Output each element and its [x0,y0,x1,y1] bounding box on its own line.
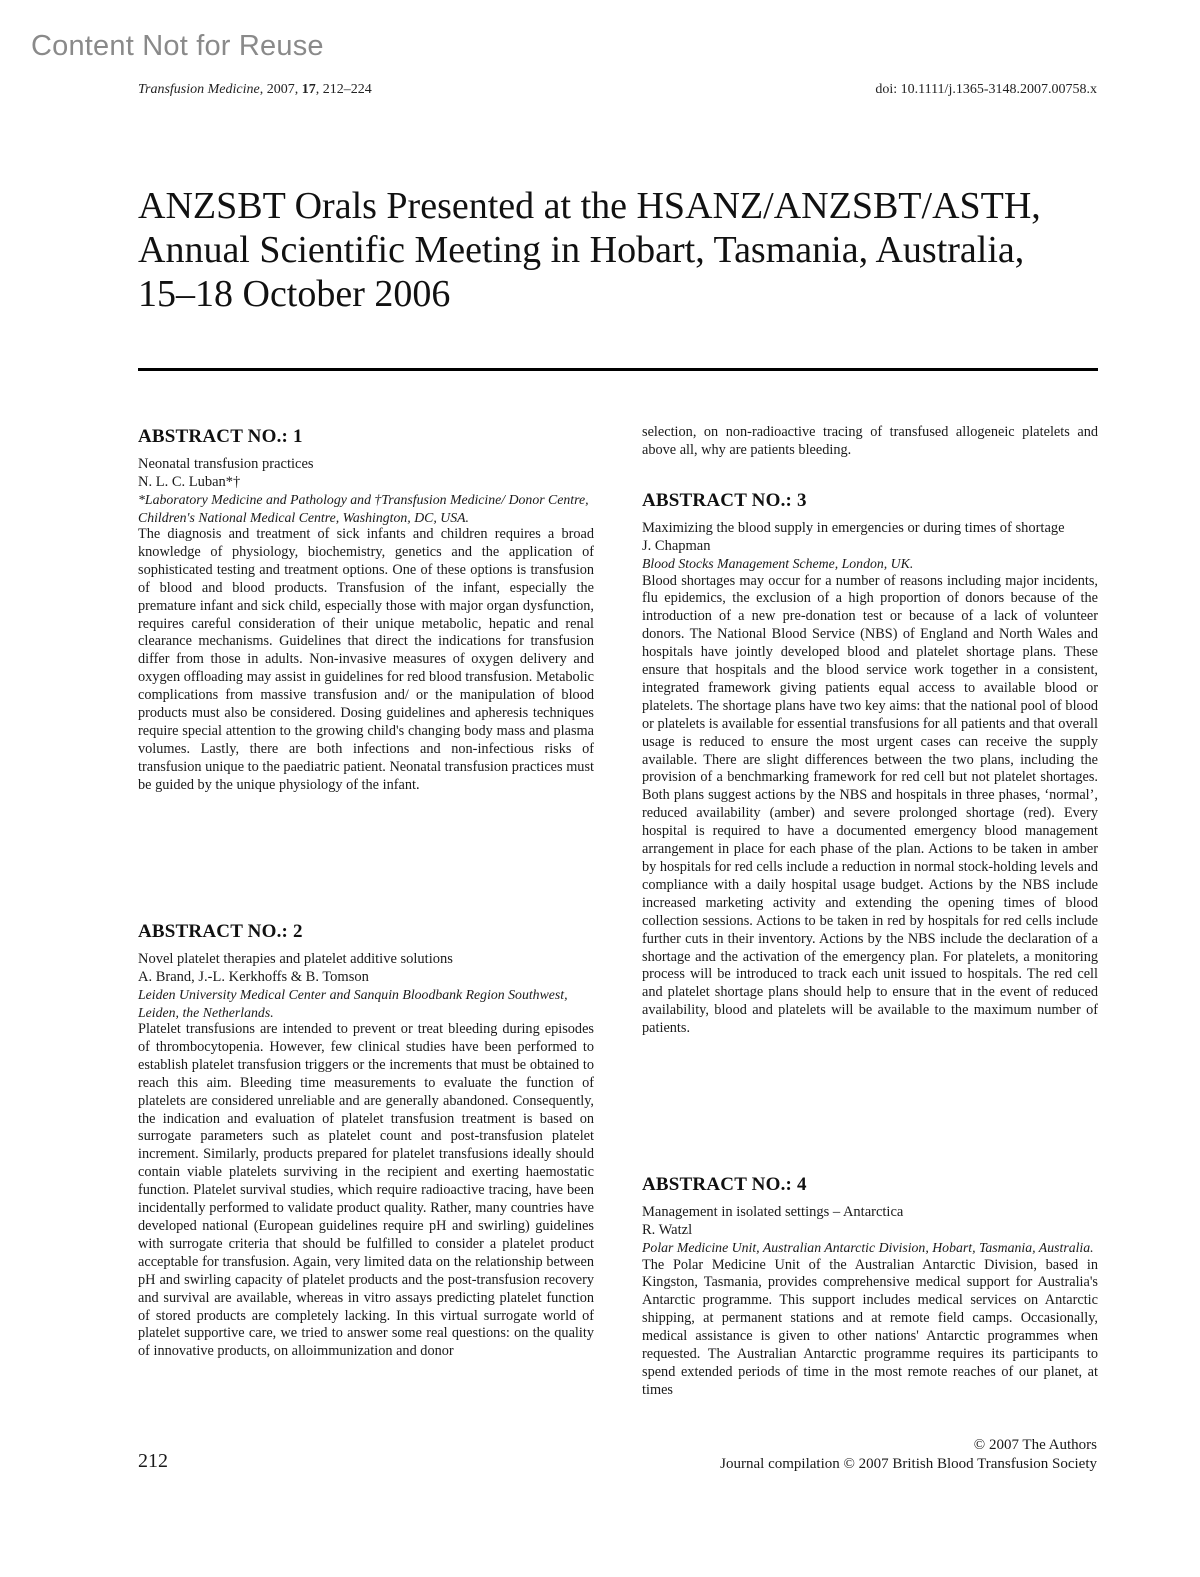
abstract-title: Management in isolated settings – Antarctica [642,1204,904,1220]
abstract-heading: ABSTRACT NO.: 1 [138,426,303,447]
title-line-1: ANZSBT Orals Presented at the HSANZ/ANZSBT/ASTH, [138,185,1041,227]
abstract-authors: A. Brand, J.-L. Kerkhoffs & B. Tomson [138,968,369,985]
right-column [642,424,1098,1424]
watermark-text: Content Not for Reuse [31,30,324,62]
abstract-title: Novel platelet therapies and platelet additive solutions [138,951,453,967]
abstract-authors: N. L. C. Luban*† [138,473,241,490]
journal-volume: 17 [301,82,316,97]
abstract-heading: ABSTRACT NO.: 4 [642,1174,807,1195]
copyright-compilation: Journal compilation © 2007 British Blood Transfusion Society [720,1456,1097,1472]
abstract-body: Blood shortages may occur for a number of reasons including major incidents, flu epidemics, the exclusion of a high proportion of donors because of the introduction of a new pre-donation test or because of a lack of volunteer donors. The National Blood Service (NBS) of England and North Wales and hospitals have jointly developed blood and platelet shortage plans. These ensure that hospitals and the blood service work together in a consistent, integrated framework giving patients equal access to available blood or platelets. The shortage plans have two key aims: that the national pool of blood or platelets is available for essential transfusions for all patients and that overall usage is reduced to ensure the most urgent cases can receive the supply available. There are slight differences between the two plans, including the provision of a benchmarking framework for red cell but not platelet shortages. Both plans suggest actions by the NBS and hospitals in three phases, ‘normal’, reduced availability (amber) and severe prolonged shortage (red). Every hospital is required to have a documented emergency blood management arrangement in place for each phase of the plan. Actions to be taken in amber by hospitals for red cells include a reduction in normal stock-holding levels and compliance with a daily hospital usage budget. Actions by the NBS include increased marketing activity and extending the opening times of blood collection sessions. Actions to be taken in red by hospitals for red cells include further cuts in their inventory. Actions by the NBS include the declaration of a shortage and the activation of the emergency plan. For platelets, a monitoring process will be introduced to track each unit issued to hospitals. The red cell and platelet shortage plans should help to ensure that in the event of reduced availability, blood and platelets will be available to the maximum number of patients. [642,572,1098,1037]
abstract-body: The diagnosis and treatment of sick infants and children requires a broad knowledge of physiology, biochemistry, genetics and the application of sophisticated testing and treatment options. One of these options is transfusion of blood and blood products. Transfusion of the infant, especially the premature infant and sick child, especially those with major organ dysfunction, requires careful consideration of their unique metabolic, hepatic and renal clearance mechanisms. Guidelines that direct the indications for transfusion differ from those in adults. Non-invasive measures of oxygen delivery and oxygen offloading may assist in guidelines for red blood transfusion. Metabolic complications from massive transfusion and/ or the manipulation of blood products must also be considered. Dosing guidelines and apheresis techniques require special attention to the growing child's changing body mass and plasma volumes. Lastly, there are both infections and non-infectious risks of transfusion unique to the paediatric patient. Neonatal transfusion practices must be guided by the unique physiology of the infant. [138,526,594,793]
journal-pages: 212–224 [322,82,372,97]
journal-name: Transfusion Medicine [138,82,260,97]
page-title [138,184,1098,316]
abstract-body: The Polar Medicine Unit of the Australian Antarctic Division, based in Kingston, Tasmania, provides comprehensive medical support for Australia's Antarctic programme. This support includes medical services on Antarctic shipping, at permanent stations and at remote field camps. Occasionally, medical assistance is given to other nations' Antarctic programmes when requested. The Australian Antarctic programme requires its participants to spend extended periods of time in the most remote reaches of our planet, at times [642,1256,1098,1398]
abstract-4 [642,1174,1098,1400]
abstract-title: Neonatal transfusion practices [138,456,314,472]
abstract-affiliation: *Laboratory Medicine and Pathology and †Transfusion Medicine/ Donor Centre, Children's National Medical Centre, Washington, DC, USA. [138,492,589,525]
title-divider [138,368,1098,371]
running-header-doi: doi: 10.1111/j.1365-3148.2007.00758.x [875,82,1097,97]
journal-year: 2007 [266,82,295,97]
abstract-heading: ABSTRACT NO.: 3 [642,490,807,511]
abstract-heading: ABSTRACT NO.: 2 [138,921,303,942]
page-number: 212 [138,1450,168,1472]
running-header-citation: Transfusion Medicine, 2007, 17, 212–224 [138,82,372,97]
abstract-3 [642,490,1098,1038]
abstract-1 [138,426,594,795]
abstract-affiliation: Leiden University Medical Center and Sanquin Bloodbank Region Southwest, Leiden, the Netherlands. [138,987,568,1020]
abstract-2-continued [642,424,1098,460]
title-line-3: 15–18 October 2006 [138,273,451,315]
abstract-affiliation: Polar Medicine Unit, Australian Antarctic Division, Hobart, Tasmania, Australia. [642,1240,1094,1255]
abstract-title: Maximizing the blood supply in emergencies or during times of shortage [642,520,1065,536]
left-column [138,426,594,1426]
abstract-body-continued: selection, on non-radioactive tracing of transfused allogeneic platelets and above all, why are patients bleeding. [642,424,1098,458]
abstract-authors: R. Watzl [642,1221,693,1238]
abstract-body: Platelet transfusions are intended to prevent or treat bleeding during episodes of thrombocytopenia. However, few clinical studies have been performed to establish platelet transfusion triggers or the increments that must be obtained to reach this aim. Bleeding time measurements to evaluate the function of platelets are considered unreliable and are generally abandoned. Consequently, the indication and evaluation of platelet transfusion treatment is based on surrogate parameters such as platelet count and post-transfusion platelet increment. Similarly, products prepared for platelet transfusions ideally should contain viable platelets surviving in the recipient and exerting haemostatic function. Platelet survival studies, which require radioactive tracing, have been incidentally performed to validate product quality. Rather, many countries have developed national (European guidelines require pH and swirling) guidelines with surrogate criteria that should be fulfilled to consider a platelet product acceptable for transfusion. Again, very limited data on the relationship between pH and swirling capacity of platelet products and the post-transfusion recovery and survival are available, whereas in vitro assays predicting platelet function of stored products are completely lacking. In this virtual surrogate world of platelet supportive care, we tried to answer some real questions: on the quality of innovative products, on alloimmunization and donor [138,1021,594,1360]
abstract-affiliation: Blood Stocks Management Scheme, London, UK. [642,556,914,571]
title-line-2: Annual Scientific Meeting in Hobart, Tasmania, Australia, [138,229,1025,271]
copyright-authors: © 2007 The Authors [973,1437,1097,1453]
abstract-authors: J. Chapman [642,537,711,554]
abstract-2 [138,921,594,1361]
copyright-notice [720,1436,1097,1474]
